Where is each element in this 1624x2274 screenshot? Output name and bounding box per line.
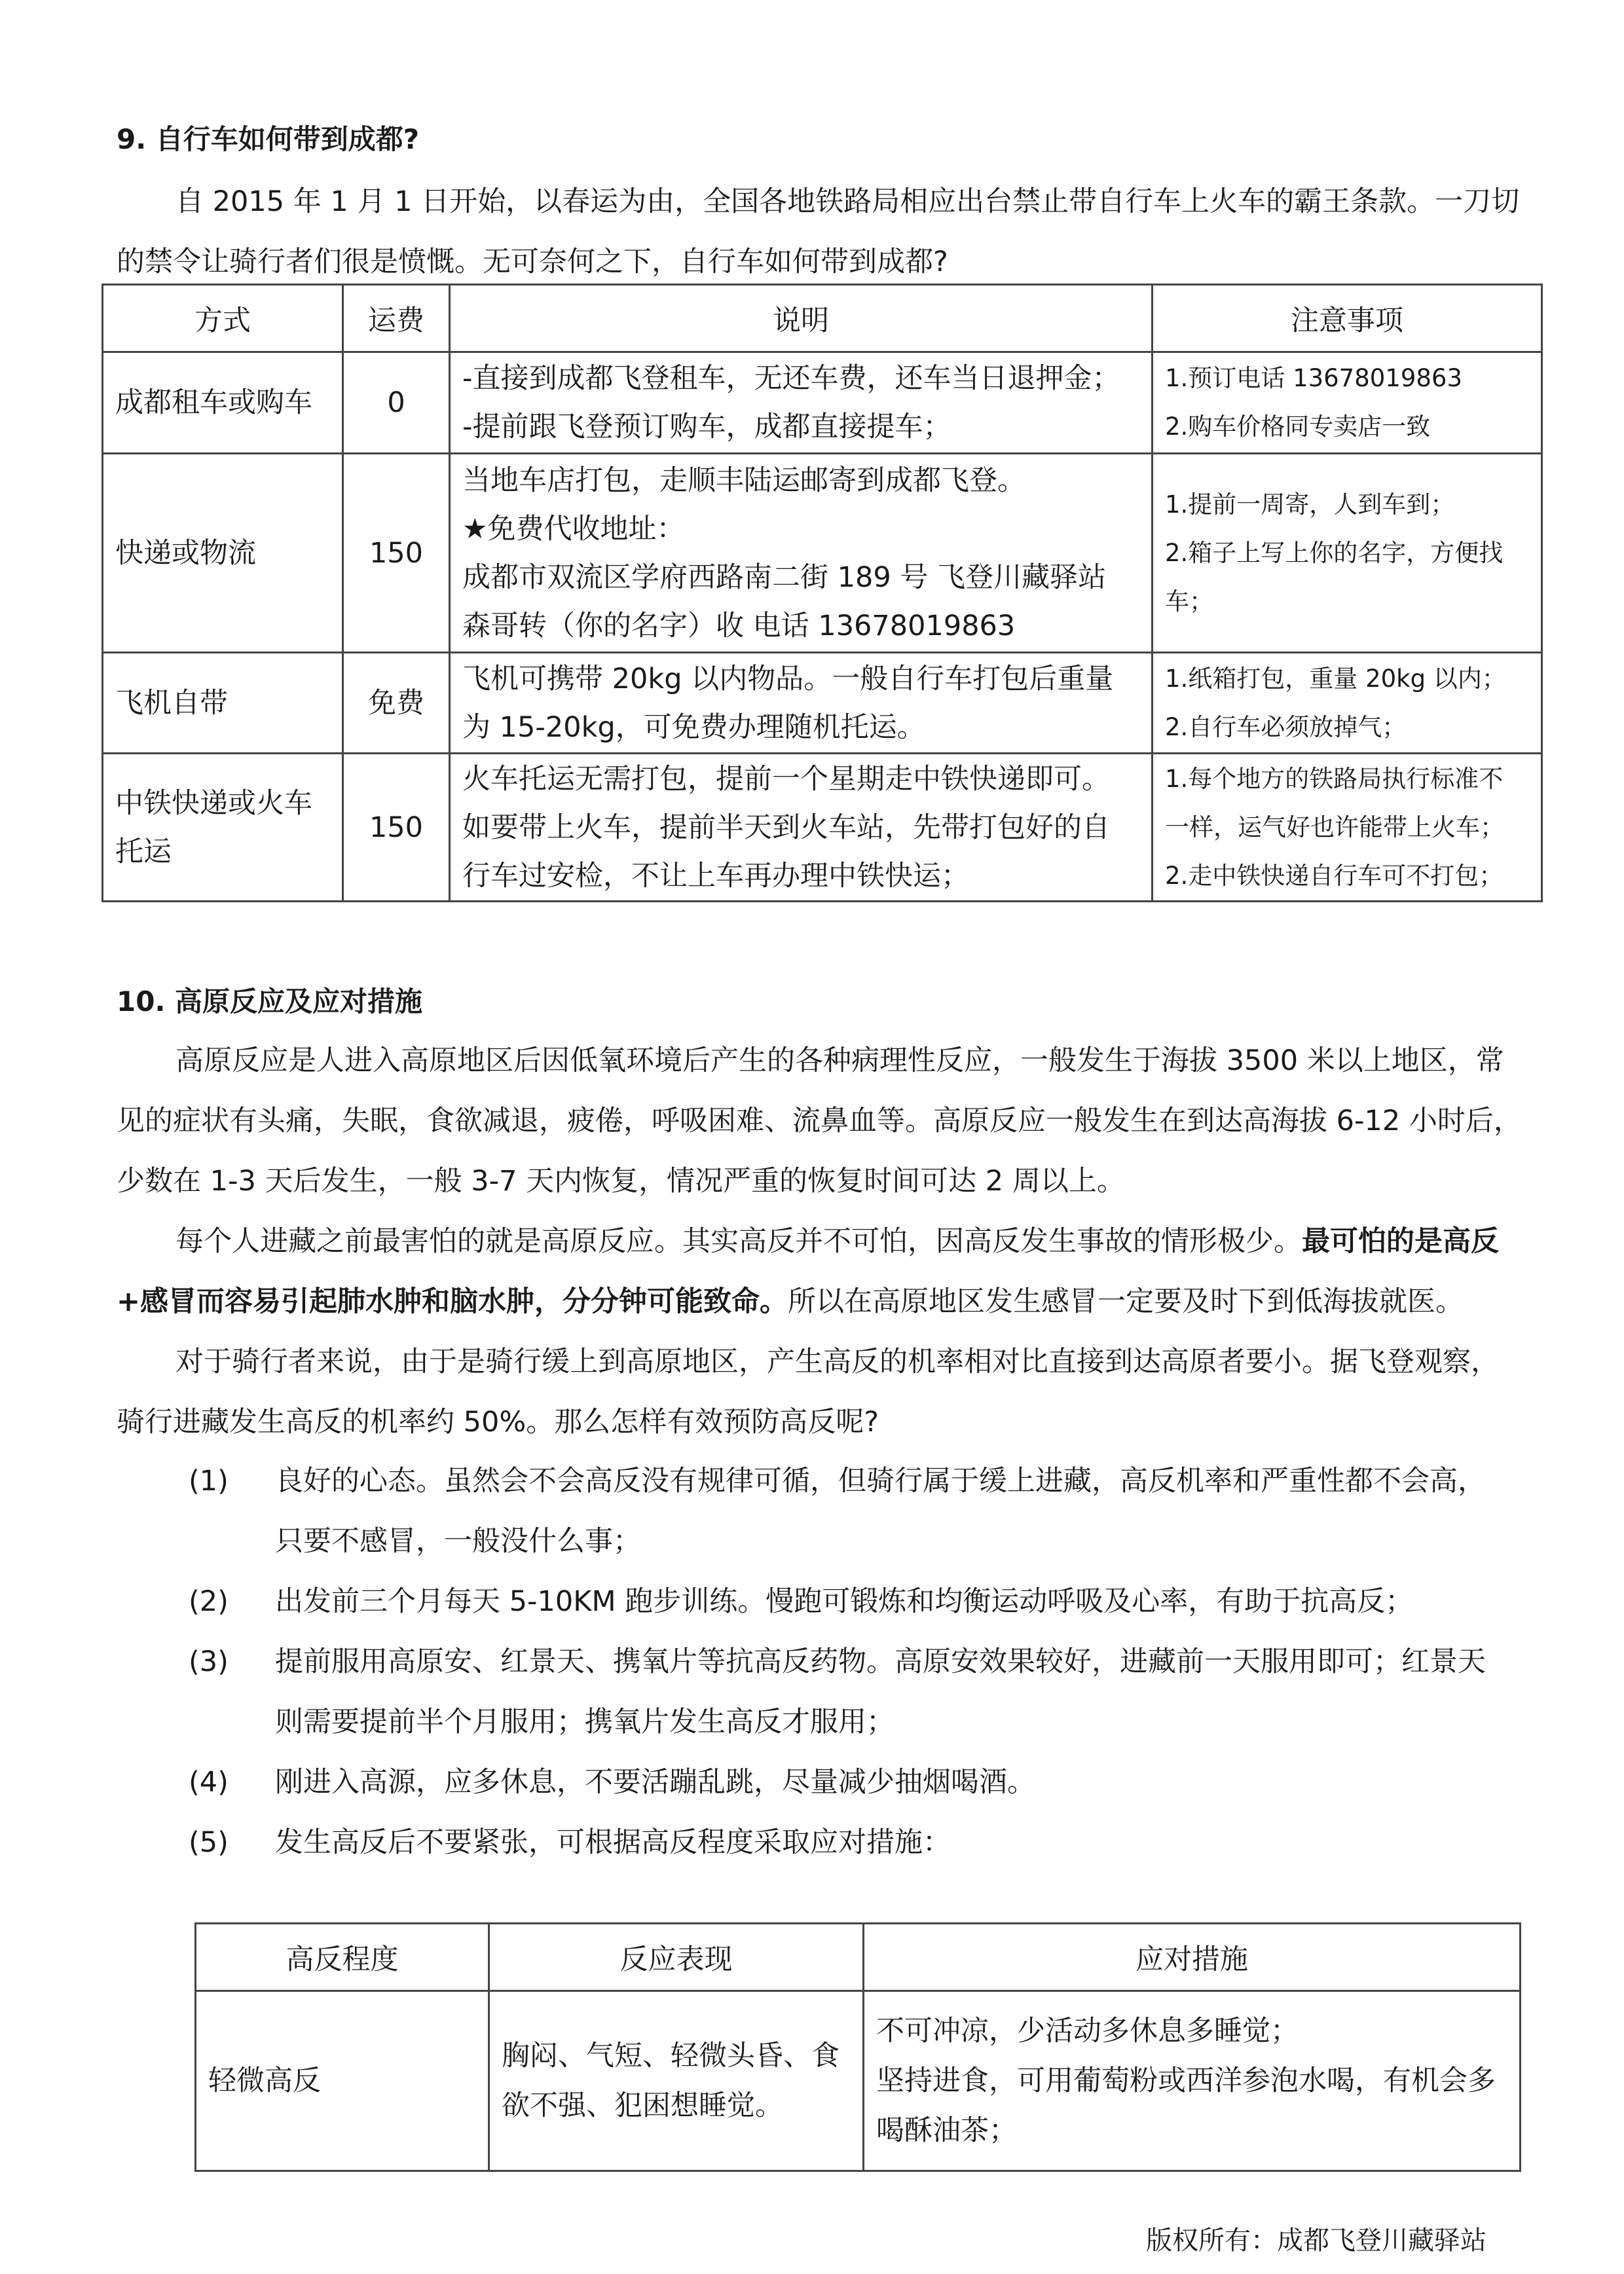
note-line: 一样，运气好也许能带上火车； [1165,813,1504,841]
list-number: (1) [189,1465,229,1497]
para2-text: 每个人进藏之前最害怕的就是高原反应。其实高反并不可怕，因高反发生事故的情形极少。 [175,1225,1302,1258]
list-line: 只要不感冒，一般没什么事； [275,1525,641,1558]
desc-line: 飞机可携带 20kg 以内物品。一般自行车打包后重量 [462,662,1114,695]
method-cell: 快递或物流 [103,454,343,653]
note-line: 1.纸箱打包，重量 20kg 以内； [1165,664,1506,693]
para2-line2 [117,1272,1464,1332]
desc-line: 火车托运无需打包，提前一个星期走中铁快递即可。 [462,762,1110,796]
desc-line: -直接到成都飞登租车，无还车费，还车当日退押金； [462,362,1120,395]
table-header: 反应表现 [489,1924,864,1991]
desc-line: 为 15-20kg，可免费办理随机托运。 [462,710,925,744]
section-9-intro-line1: 自 2015 年 1 月 1 日开始，以春运为由，全国各地铁路局相应出台禁止带自行车上火车的霸王条款。一刀切 [175,185,1520,218]
list-number: (2) [189,1585,229,1618]
list-text [275,1632,1529,1752]
measure-line: 坚持进食，可用葡萄粉或西洋参泡水喝，有机会多 [876,2064,1496,2097]
measures-cell [864,1991,1521,2171]
copyright-footer: 版权所有：成都飞登川藏驿站 [1146,2226,1486,2256]
table-header: 运费 [343,285,450,352]
list-line: 提前服用高原安、红景天、携氧片等抗高反药物。高原安效果较好，进藏前一天服用即可；红景天 [275,1645,1486,1678]
para1-line: 高原反应是人进入高原地区后因低氧环境后产生的各种病理性反应，一般发生于海拔 3500 米以上地区，常 [175,1044,1504,1077]
table-row [196,1991,1521,2171]
transport-table [101,284,1543,902]
desc-line: 成都市双流区学府西路南二街 189 号 飞登川藏驿站 [462,560,1107,594]
list-text [275,1451,1529,1571]
list-item [189,1632,1531,1752]
table-row [103,653,1542,754]
measure-line: 不可冲凉，少活动多休息多睡觉； [876,2015,1299,2047]
note-line: 2.走中铁快递自行车可不打包； [1165,861,1504,890]
list-line: 出发前三个月每天 5-10KM 跑步训练。慢跑可锻炼和均衡运动呼吸及心率，有助于抗高反； [275,1585,1414,1618]
symptom-line: 欲不强、犯困想睡觉。 [502,2089,783,2122]
note-line: 1.提前一周寄，人到车到； [1165,490,1455,519]
list-item [189,1571,1531,1632]
fee-cell: 150 [343,754,450,902]
table-header: 注意事项 [1153,285,1542,352]
list-line: 发生高反后不要紧张，可根据高反程度采取应对措施： [275,1826,951,1859]
table-header-row [103,285,1542,352]
table-header: 应对措施 [864,1924,1521,1991]
note-line: 车； [1165,587,1213,615]
desc-line: ★免费代收地址： [462,512,685,545]
list-line: 良好的心态。虽然会不会高反没有规律可循，但骑行属于缓上进藏，高反机率和严重性都不会高， [275,1465,1486,1497]
list-text [275,1752,1529,1812]
para2-emphasis: +感冒而容易引起肺水肿和脑水肿，分分钟可能致命。 [117,1285,788,1318]
notes-cell [1153,454,1542,653]
method-cell: 飞机自带 [103,653,343,754]
desc-cell [450,454,1153,653]
table-header: 高反程度 [196,1924,489,1991]
section-9-intro-line2: 的禁令让骑行者们很是愤慨。无可奈何之下，自行车如何带到成都? [117,246,948,278]
para2-text: 所以在高原地区发生感冒一定要及时下到低海拔就医。 [788,1285,1464,1318]
note-line: 2.购车价格同专卖店一致 [1165,413,1431,441]
note-line: 1.每个地方的铁路局执行标准不 [1165,764,1504,793]
para3-line: 骑行进藏发生高反的机率约 50%。那么怎样有效预防高反呢? [117,1406,879,1439]
para2-line1 [175,1211,1499,1272]
table-header: 说明 [450,285,1153,352]
desc-line: -提前跟飞登预订购车，成都直接提车； [462,411,951,443]
fee-cell: 免费 [343,653,450,754]
list-item [189,1752,1531,1812]
desc-cell [450,653,1153,754]
desc-line: 如要带上火车，提前半天到火车站，先带打包好的自 [462,811,1110,844]
list-item [189,1451,1531,1571]
fee-cell: 150 [343,454,450,653]
para1-line: 见的症状有头痛，失眠，食欲减退，疲倦，呼吸困难、流鼻血等。高原反应一般发生在到达高海拔 6-12 小时后， [117,1105,1522,1137]
symptoms-cell [489,1991,864,2171]
fee-cell: 0 [343,352,450,454]
note-line: 1.预订电话 13678019863 [1165,364,1463,392]
measure-line: 喝酥油茶； [876,2114,1017,2147]
list-text [275,1812,1529,1873]
note-line: 2.自行车必须放掉气； [1165,712,1407,741]
list-item [189,1812,1531,1873]
section-10-heading: 10. 高原反应及应对措施 [117,985,423,1018]
desc-line: 森哥转（你的名字）收 电话 13678019863 [462,609,1016,642]
table-header-row [196,1924,1521,1991]
notes-cell [1153,754,1542,902]
list-number: (5) [189,1826,229,1859]
para1-line: 少数在 1-3 天后发生，一般 3-7 天内恢复，情况严重的恢复时间可达 2 周以上。 [117,1165,1125,1198]
method-cell: 成都租车或购车 [103,352,343,454]
notes-cell [1153,653,1542,754]
method-line: 中铁快递或火车 [115,786,312,820]
table-row [103,454,1542,653]
section-9-heading: 9. 自行车如何带到成都? [117,123,420,155]
note-line: 2.箱子上写上你的名字，方便找 [1165,538,1504,567]
table-header: 方式 [103,285,343,352]
list-line: 刚进入高源，应多休息，不要活蹦乱跳，尽量减少抽烟喝酒。 [275,1766,1035,1799]
notes-cell [1153,352,1542,454]
para3-line: 对于骑行者来说，由于是骑行缓上到高原地区，产生高反的机率相对比直接到达高原者要小。据飞登观察， [175,1346,1499,1378]
para2-emphasis: 最可怕的是高反 [1302,1225,1499,1258]
symptom-line: 胸闷、气短、轻微头昏、食 [502,2040,840,2072]
method-cell [103,754,343,902]
desc-cell [450,352,1153,454]
list-text [275,1571,1529,1632]
list-number: (3) [189,1645,229,1678]
list-number: (4) [189,1766,229,1799]
table-row [103,754,1542,902]
method-line: 托运 [115,835,172,868]
desc-cell [450,754,1153,902]
table-row [103,352,1542,454]
list-line: 则需要提前半个月服用；携氧片发生高反才服用； [275,1706,895,1738]
altitude-table [194,1922,1521,2172]
desc-line: 当地车店打包，走顺丰陆运邮寄到成都飞登。 [462,464,1025,497]
level-cell: 轻微高反 [196,1991,489,2171]
desc-line: 行车过安检，不让上车再办理中铁快运； [462,859,969,892]
